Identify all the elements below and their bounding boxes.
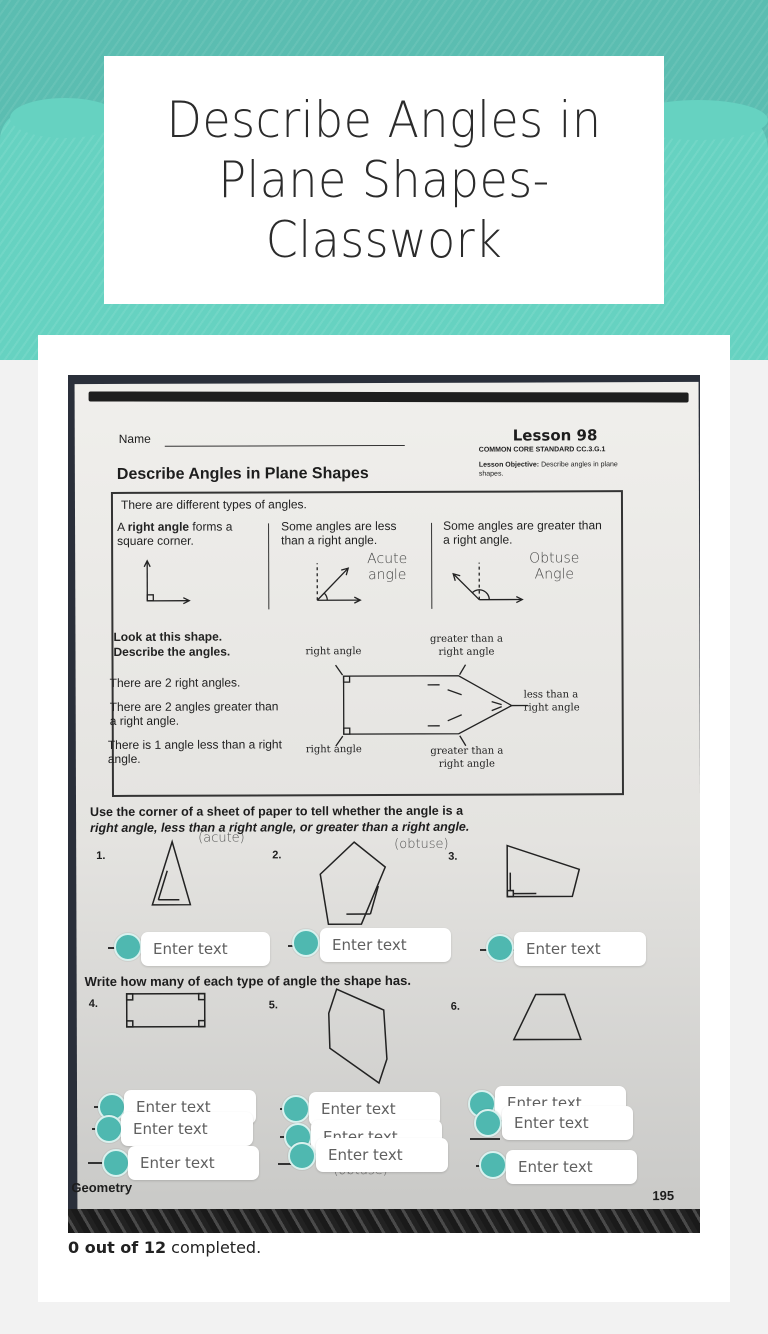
answer-input-q6b[interactable] — [502, 1106, 633, 1140]
instructions-2: Write how many of each type of angle the shape has. — [84, 972, 411, 990]
note: Angle — [534, 566, 575, 583]
acute-angle-desc: Some angles are less than a right angle. — [281, 518, 397, 548]
instruction-line: right angle, less than a right angle, or greater than a right angle. — [90, 819, 470, 836]
obtuse-angle-desc: Some angles are greater than a right angle. — [443, 518, 602, 547]
handwritten-acute-note: (acute) — [198, 830, 245, 846]
note: Obtuse — [529, 550, 580, 567]
blank-line — [470, 1138, 500, 1140]
heading-line: Look at this shape. — [113, 629, 223, 644]
completed-count: 0 out of 12 — [68, 1238, 167, 1257]
bold-term: right angle — [127, 519, 190, 534]
example-fact-3: There is 1 angle less than a right angle. — [107, 737, 282, 766]
answer-input-q1[interactable] — [141, 932, 270, 966]
example-fact-1: There are 2 right angles. — [109, 675, 241, 690]
intro-text: There are different types of angles. — [120, 497, 307, 512]
handwritten-obtuse-note: (obtuse) — [394, 836, 449, 852]
heading-line: Describe the angles. — [113, 644, 231, 659]
page-title: Describe Angles in Plane Shapes- Classwork — [166, 91, 602, 269]
answer-input-q2[interactable] — [320, 928, 451, 962]
answer-input-q6c[interactable] — [506, 1150, 637, 1184]
text: A — [117, 519, 128, 534]
label-right-angle-bottom: right angle — [305, 744, 362, 756]
lesson-number: Lesson 98 — [512, 426, 598, 445]
answer-marker-icon[interactable] — [114, 933, 142, 961]
answer-marker-icon[interactable] — [486, 934, 514, 962]
problem-4-number: 4. — [88, 998, 98, 1011]
answer-input-q4c[interactable] — [128, 1146, 259, 1180]
text: forms a square corner. — [117, 519, 233, 548]
footer-geometry: Geometry — [71, 1179, 133, 1196]
worksheet-title: Describe Angles in Plane Shapes — [116, 465, 369, 483]
answer-marker-icon[interactable] — [292, 929, 320, 957]
objective-label: Lesson Objective: — [478, 461, 540, 469]
label-line: right angle — [438, 646, 495, 658]
label-line: right angle — [523, 702, 580, 714]
answer-input-q5c[interactable] — [316, 1138, 448, 1172]
label-line: less than a — [523, 689, 579, 701]
problem-3-number: 3. — [448, 850, 458, 863]
label-line: greater than a — [430, 745, 504, 757]
answer-marker-icon[interactable] — [288, 1142, 316, 1170]
answer-marker-icon[interactable] — [102, 1149, 130, 1177]
answer-marker-icon[interactable] — [474, 1109, 502, 1137]
label-right-angle-top: right angle — [305, 646, 362, 658]
note: Acute — [367, 550, 408, 568]
problem-6-number: 6. — [450, 1000, 460, 1013]
problem-5-number: 5. — [268, 999, 278, 1012]
objective-text: Describe angles in plane shapes. — [478, 461, 618, 478]
page-number: 195 — [652, 1188, 675, 1204]
completion-status — [68, 1238, 261, 1257]
title-card — [104, 56, 664, 304]
label-line: right angle — [438, 758, 495, 770]
note: angle — [368, 566, 407, 584]
instruction-line: Use the corner of a sheet of paper to tell whether the angle is a — [90, 803, 464, 820]
answer-input-q4b[interactable] — [121, 1112, 253, 1146]
completed-suffix: completed. — [166, 1238, 262, 1257]
problem-2-number: 2. — [272, 849, 282, 862]
common-core-standard: COMMON CORE STANDARD CC.3.G.1 — [478, 446, 606, 454]
photo-background-strip — [68, 1209, 700, 1233]
label-line: greater than a — [429, 633, 503, 645]
answer-marker-icon[interactable] — [95, 1115, 123, 1143]
answer-marker-icon[interactable] — [282, 1095, 310, 1123]
name-label: Name — [118, 431, 151, 446]
problem-1-number: 1. — [96, 849, 106, 863]
answer-marker-icon[interactable] — [479, 1151, 507, 1179]
example-fact-2: There are 2 angles greater than a right angle. — [109, 699, 279, 728]
answer-input-q3[interactable] — [514, 932, 646, 966]
